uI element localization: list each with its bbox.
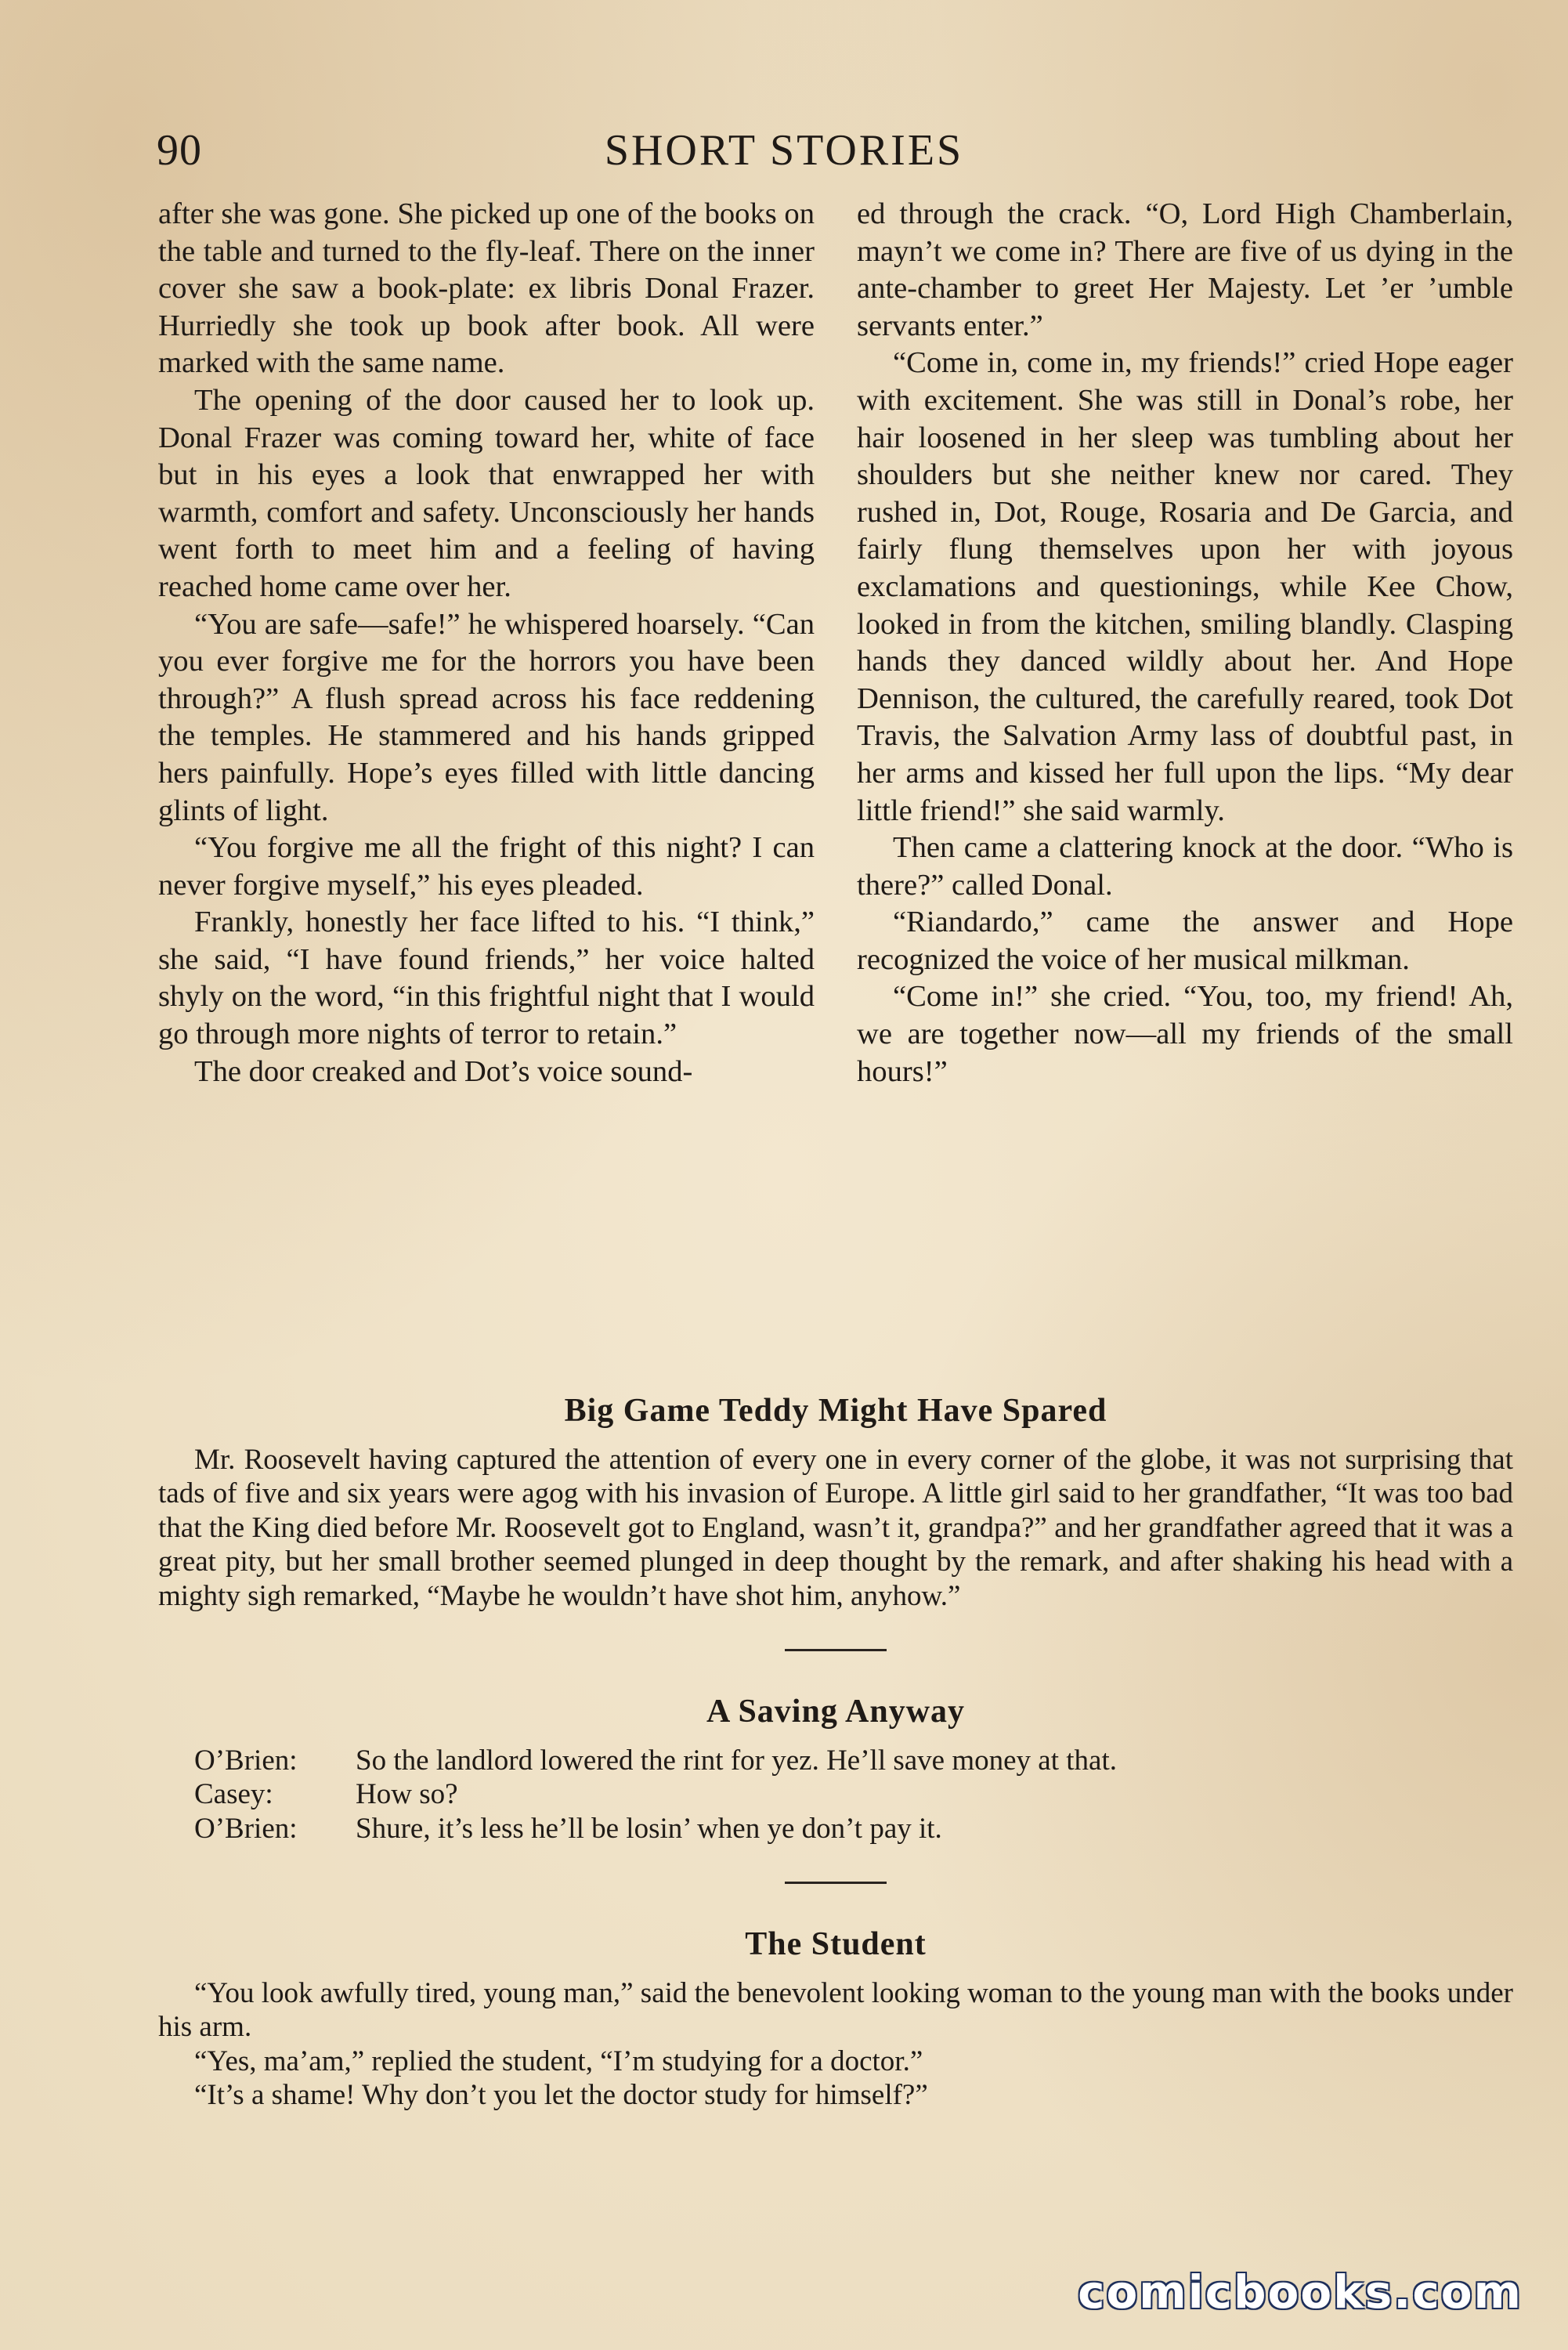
anecdote-title: The Student (745, 1926, 927, 1962)
story-paragraph: “You forgive me all the fright of this night? I can never forgive myself,” his eyes pleaded. (158, 831, 815, 902)
anecdote-title: Big Game Teddy Might Have Spared (564, 1393, 1107, 1429)
anecdotes-section (158, 1394, 1513, 2113)
page-number: 90 (157, 126, 202, 175)
watermark-logo: comicbooks.com (1078, 2265, 1523, 2319)
anecdote-big-game (158, 1394, 1513, 1613)
anecdote-title: A Saving Anyway (706, 1694, 966, 1730)
story-paragraph: “Come in, come in, my friends!” cried Hope eager with excitement. She was still in Donal’s robe, her hair loosened in her sleep was tumbling about her shoulders but she neither knew nor cared. They rushed in, Dot, Rouge, Rosaria and De Garcia, and fairly flung themselves upon her with joyous exclamations and questionings, while Kee Chow, looked in from the kitchen, smiling blandly. Clasping hands they danced wildly about her. And Hope Dennison, the cultured, the carefully reared, took Dot Travis, the Salvation Army lass of doubtful past, in her arms and kissed her full upon the lips. “My dear little friend!” she said warmly. (857, 346, 1513, 827)
story-paragraph: The door creaked and Dot’s voice sound- (194, 1054, 693, 1088)
dialogue-text: So the landlord lowered the rint for yez. He’ll save money at that. (356, 1744, 1117, 1777)
anecdote-paragraph: “Yes, ma’am,” replied the student, “I’m studying for a doctor.” (194, 2044, 923, 2077)
story-paragraph: after she was gone. She picked up one of the books on the table and turned to the fly-leaf. There on the inner cover she saw a book-plate: ex libris Donal Frazer. Hurriedly she took up book after book. All were marked with the same name. (158, 197, 815, 380)
dialogue-text: Shure, it’s less he’ll be losin’ when ye don’t pay it. (356, 1812, 942, 1845)
story-columns (158, 196, 1513, 1090)
right-column (857, 196, 1513, 1090)
story-paragraph: “Come in!” she cried. “You, too, my friend! Ah, we are together now—all my friends of the small hours!” (857, 980, 1513, 1088)
running-head: SHORT STORIES (604, 126, 964, 175)
dialogue (158, 1744, 1513, 1846)
speaker-name: O’Brien: (194, 1812, 298, 1845)
anecdote-paragraph: “You look awfully tired, young man,” said the benevolent looking woman to the young man with the books under his arm. (158, 1976, 1513, 2043)
section-divider (785, 1649, 887, 1651)
story-paragraph: The opening of the door caused her to look up. Donal Frazer was coming toward her, white of face but in his eyes a look that enwrapped her with warmth, comfort and safety. Unconsciously her hands went forth to meet him and a feeling of having reached home came over her. (158, 383, 815, 603)
story-paragraph: “You are safe—safe!” he whispered hoarsely. “Can you ever forgive me for the horrors you have been through?” A flush spread across his face reddening the temples. He stammered and his hands gripped hers painfully. Hope’s eyes filled with little dancing glints of light. (158, 607, 815, 827)
left-column (158, 196, 815, 1090)
anecdote-paragraph: “It’s a shame! Why don’t you let the doctor study for himself?” (194, 2079, 928, 2111)
anecdote-paragraph: Mr. Roosevelt having captured the attention of every one in every corner of the globe, it was not surprising that tads of five and six years were agog with his invasion of Europe. A little girl said to her grandfather, “It was too bad that the King died before Mr. Roosevelt got to England, wasn’t it, grandpa?” and her grandfather agreed that it was a great pity, but her small brother seemed plunged in deep thought by the remark, and after shaking his head with a mighty sigh remarked, “Maybe he wouldn’t have shot him, anyhow.” (158, 1443, 1513, 1612)
dialogue-line (194, 1777, 1513, 1812)
story-paragraph: “Riandardo,” came the answer and Hope recognized the voice of her musical milkman. (857, 906, 1513, 976)
anecdote-body (158, 1443, 1513, 1614)
dialogue-text: How so? (356, 1778, 458, 1810)
story-paragraph: Then came a clattering knock at the door. “Who is there?” called Donal. (857, 831, 1513, 902)
story-paragraph: Frankly, honestly her face lifted to his. “I think,” she said, “I have found friends,” her voice halted shyly on the word, “in this frightful night that I would go through more nights of terror to retain.” (158, 906, 815, 1051)
dialogue-line (194, 1744, 1513, 1778)
speaker-name: Casey: (194, 1778, 273, 1810)
speaker-name: O’Brien: (194, 1744, 298, 1777)
section-divider (785, 1882, 887, 1884)
anecdote-student (158, 1928, 1513, 2113)
anecdote-body (158, 1976, 1513, 2113)
dialogue-line (194, 1812, 1513, 1846)
anecdote-saving (158, 1695, 1513, 1846)
story-paragraph: ed through the crack. “O, Lord High Chamberlain, mayn’t we come in? There are five of us dying in the ante-chamber to greet Her Majesty. Let ’er ’umble servants enter.” (857, 197, 1513, 342)
